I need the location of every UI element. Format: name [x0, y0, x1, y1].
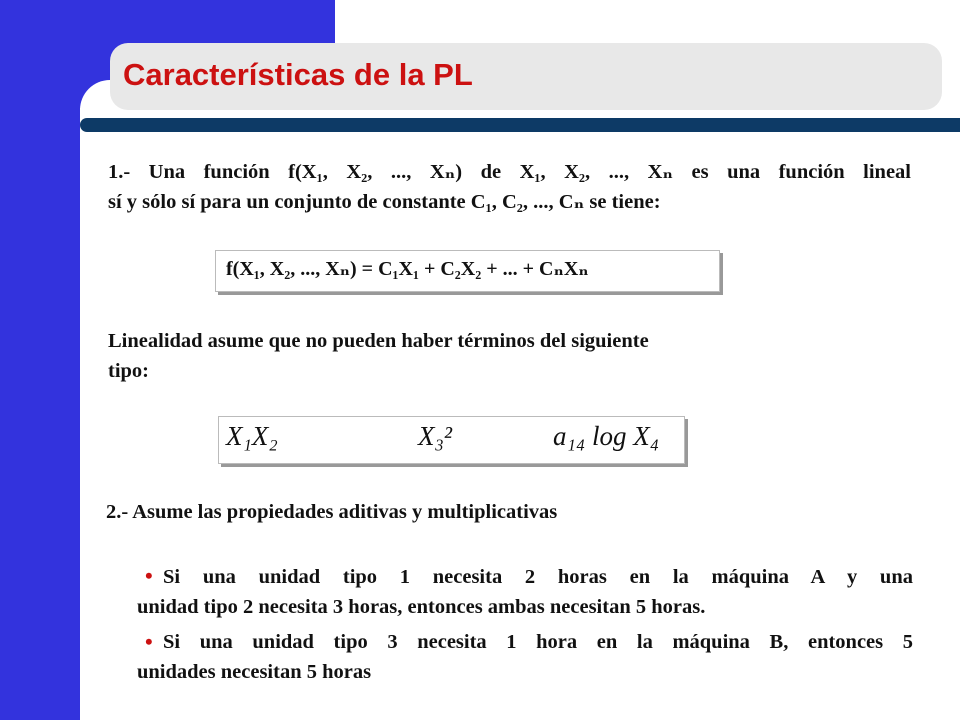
- term-log: a₁₄ log X₄: [553, 421, 660, 451]
- slide-title: Características de la PL: [123, 57, 473, 92]
- linear-formula: f(X₁, X₂, ..., Xₙ) = C₁X₁ + C₂X₂ + ... + CₙXₙ: [226, 258, 589, 280]
- sidebar-band: [0, 0, 80, 720]
- bullet-item-2: [137, 627, 913, 687]
- linearity-line-2: tipo:: [108, 360, 149, 382]
- term-square: X₃²: [418, 421, 452, 451]
- term-product: X₁X₂: [226, 421, 278, 451]
- point-1-line-1: 1.- Una función f(X₁, X₂, ..., Xₙ) de X₁, X₂, ..., Xₙ es una función lineal: [108, 161, 911, 183]
- bullet-item-1: [137, 562, 913, 622]
- bullet-2-line-2: unidades necesitan 5 horas: [137, 661, 372, 683]
- bullet-1-line-1: Si una unidad tipo 1 necesita 2 horas en la máquina A y una: [163, 566, 913, 588]
- linearity-note: [108, 326, 828, 386]
- linearity-line-1: Linealidad asume que no pueden haber términos del siguiente: [108, 330, 649, 352]
- bullet-2-line-1: Si una unidad tipo 3 necesita 1 hora en la máquina B, entonces 5: [163, 631, 913, 653]
- bullet-dot-icon: •: [145, 629, 153, 654]
- point-1: [108, 157, 911, 217]
- header-rule: [80, 118, 960, 132]
- bullet-1-line-2: unidad tipo 2 necesita 3 horas, entonces ambas necesitan 5 horas.: [137, 596, 706, 618]
- bullet-dot-icon: •: [145, 563, 153, 588]
- point-1-line-2: sí y sólo sí para un conjunto de constante C₁, C₂, ..., Cₙ se tiene:: [108, 191, 661, 213]
- point-2: 2.- Asume las propiedades aditivas y multiplicativas: [106, 501, 558, 523]
